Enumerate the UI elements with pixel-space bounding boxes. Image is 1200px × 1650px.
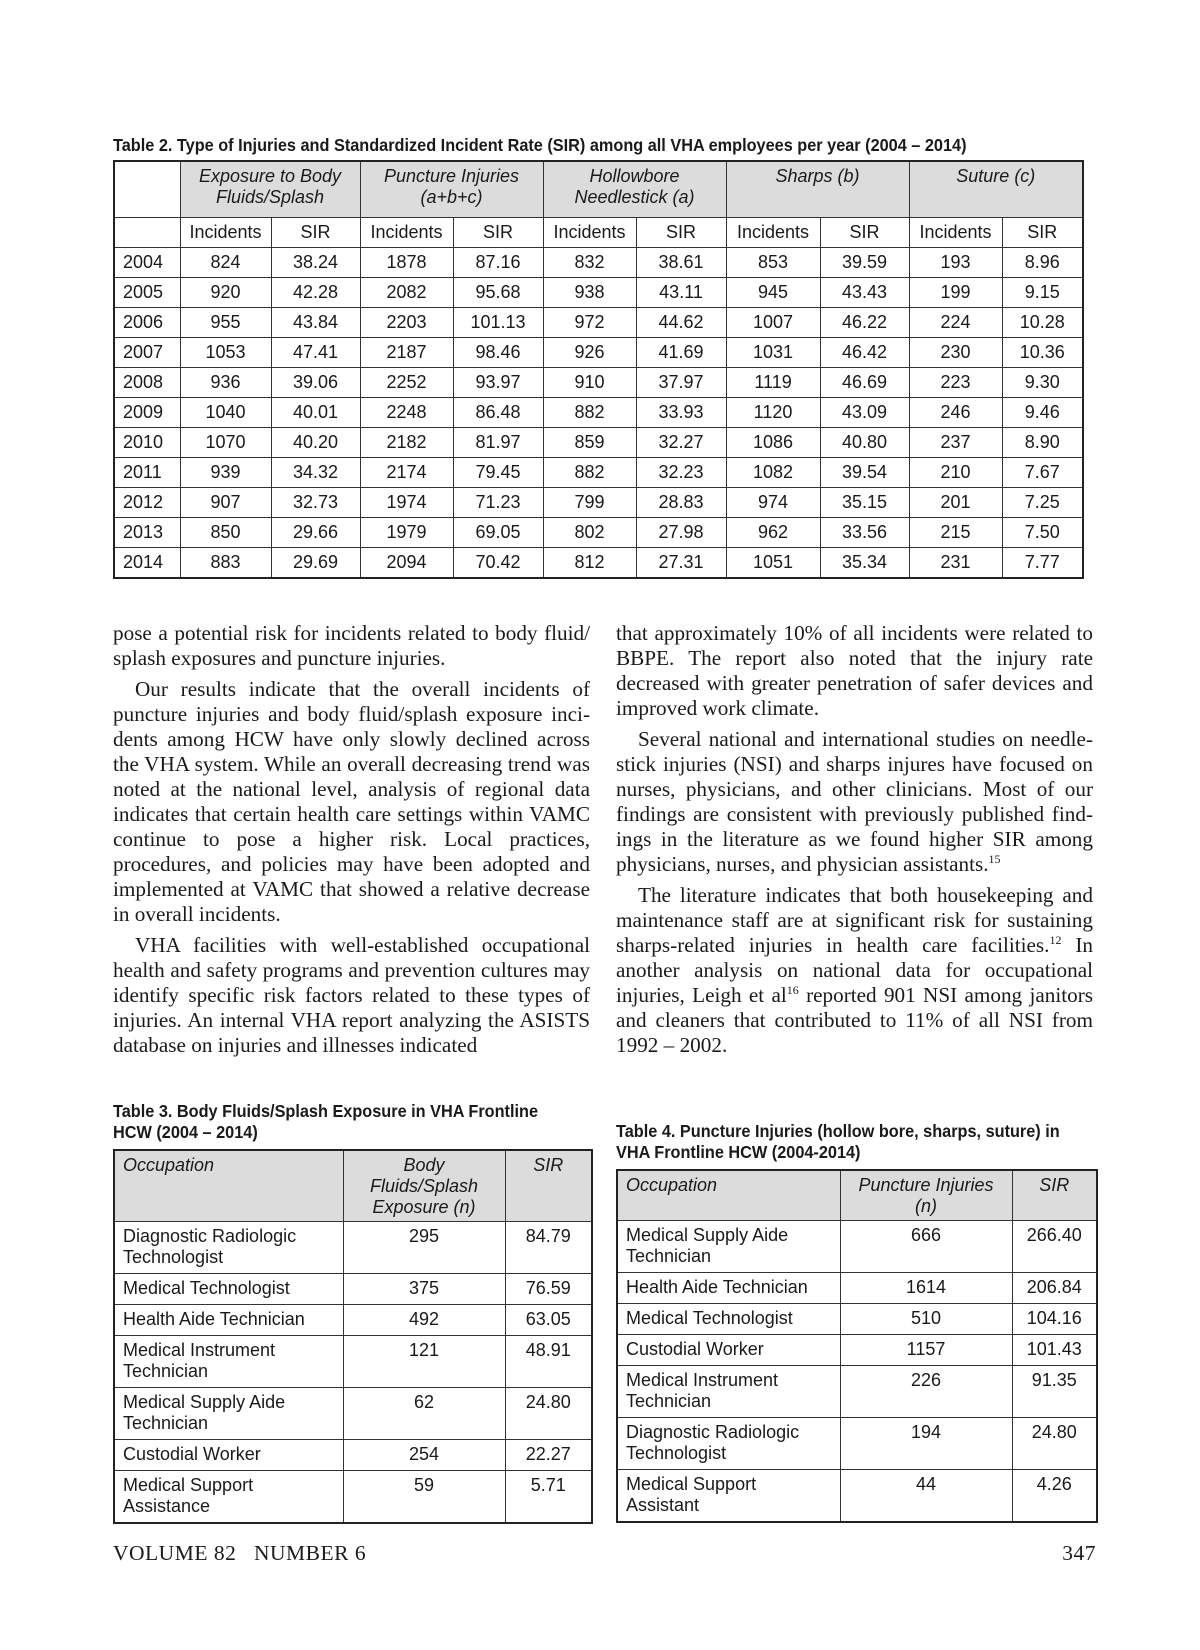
table2-subheader: SIR — [453, 218, 543, 248]
table-cell: 33.56 — [820, 518, 909, 548]
occupation-cell: Medical Instrument Technician — [617, 1366, 840, 1418]
table-cell: 10.28 — [1002, 308, 1083, 338]
occupation-cell: Medical Instrument Technician — [114, 1336, 343, 1388]
table-row — [617, 1221, 1097, 1273]
occupation-cell: Medical Support Assistant — [617, 1470, 840, 1523]
table-cell: 972 — [543, 308, 636, 338]
paragraph-text: reported 901 NSI among janitors and cleaners that contributed to 11% of all NSI from 1992 – 2002. — [616, 983, 1093, 1057]
table-cell: 33.93 — [636, 398, 726, 428]
table2-corner-cell — [114, 161, 180, 218]
table-cell: 46.69 — [820, 368, 909, 398]
paragraph: pose a potential risk for incidents related to body fluid/ splash exposures and puncture injuries. — [113, 621, 590, 670]
table-cell: 24.80 — [505, 1388, 592, 1440]
table-cell: 206.84 — [1012, 1273, 1097, 1304]
occupation-cell: Medical Supply Aide Technician — [114, 1388, 343, 1440]
table3-header: Occupation — [114, 1150, 343, 1222]
table-cell: 22.27 — [505, 1440, 592, 1471]
table-cell: 86.48 — [453, 398, 543, 428]
table-row — [114, 248, 1083, 278]
table-cell: 4.26 — [1012, 1470, 1097, 1523]
table2-subheader: Incidents — [909, 218, 1002, 248]
occupation-cell: Diagnostic Radiologic Technologist — [617, 1418, 840, 1470]
table-cell: 40.80 — [820, 428, 909, 458]
table-row — [114, 1471, 592, 1524]
paragraph: VHA facilities with well-established occupational health and safety programs and prevention cultures may identify specific risk factors related to these types of injuries. An internal VHA report analyzing the ASISTS database on injuries and illnesses indicated — [113, 933, 590, 1057]
table-cell: 945 — [726, 278, 820, 308]
table2-group-header: Suture (c) — [909, 161, 1083, 218]
table-cell: 27.31 — [636, 548, 726, 579]
table-cell: 210 — [909, 458, 1002, 488]
citation-ref: 16 — [786, 983, 799, 997]
table-cell: 199 — [909, 278, 1002, 308]
table4-caption: Table 4. Puncture Injuries (hollow bore, sharps, suture) in VHA Frontline HCW (2004-2014) — [616, 1121, 1060, 1162]
table4 — [616, 1169, 1098, 1523]
table-cell: 1614 — [840, 1273, 1012, 1304]
table-row — [114, 1274, 592, 1305]
occupation-cell: Custodial Worker — [114, 1440, 343, 1471]
table-cell: 87.16 — [453, 248, 543, 278]
table-cell: 962 — [726, 518, 820, 548]
table-row — [114, 1336, 592, 1388]
table-cell: 7.50 — [1002, 518, 1083, 548]
table-cell: 2174 — [360, 458, 453, 488]
table-cell: 802 — [543, 518, 636, 548]
table-cell: 37.97 — [636, 368, 726, 398]
table-cell: 63.05 — [505, 1305, 592, 1336]
paragraph — [616, 727, 1093, 877]
table-cell: 95.68 — [453, 278, 543, 308]
table-cell: 859 — [543, 428, 636, 458]
table-cell: 39.06 — [271, 368, 360, 398]
table3-header: Body Fluids/Splash Exposure (n) — [343, 1150, 505, 1222]
table-cell: 71.23 — [453, 488, 543, 518]
table-cell: 39.59 — [820, 248, 909, 278]
table-cell: 34.32 — [271, 458, 360, 488]
table-cell: 9.15 — [1002, 278, 1083, 308]
table-row — [114, 488, 1083, 518]
year-cell: 2004 — [114, 248, 180, 278]
table2-subheader: SIR — [636, 218, 726, 248]
table-cell: 237 — [909, 428, 1002, 458]
table-cell: 40.01 — [271, 398, 360, 428]
table-row — [114, 278, 1083, 308]
table4-header: Occupation — [617, 1170, 840, 1221]
table-cell: 70.42 — [453, 548, 543, 579]
paragraph-text: In another analysis on national data for occupational injuries, Leigh et al — [616, 933, 1094, 1007]
paragraph-text: Several national and international studies on needlestick injuries (NSI) and sharps injures have focused on nurses, physicians, and other clinicians. Most of our findings are consistent with previously published findings in the literature as we found higher SIR among physicians, nurses, and physician assistants. — [616, 727, 1093, 876]
table-cell: 295 — [343, 1222, 505, 1274]
table-cell: 853 — [726, 248, 820, 278]
table2-subheader: Incidents — [360, 218, 453, 248]
table-cell: 1878 — [360, 248, 453, 278]
table-cell: 832 — [543, 248, 636, 278]
table4-header: SIR — [1012, 1170, 1097, 1221]
table2-group-header: Sharps (b) — [726, 161, 909, 218]
table4-header: Puncture Injuries (n) — [840, 1170, 1012, 1221]
table-cell: 62 — [343, 1388, 505, 1440]
table-cell: 101.43 — [1012, 1335, 1097, 1366]
table-cell: 1040 — [180, 398, 271, 428]
right-text-column — [616, 621, 1093, 1058]
table-cell: 2203 — [360, 308, 453, 338]
table-cell: 492 — [343, 1305, 505, 1336]
table-cell: 41.69 — [636, 338, 726, 368]
table-cell: 10.36 — [1002, 338, 1083, 368]
occupation-cell: Medical Support Assistance — [114, 1471, 343, 1524]
year-cell: 2013 — [114, 518, 180, 548]
table-cell: 231 — [909, 548, 1002, 579]
table-cell: 98.46 — [453, 338, 543, 368]
table-cell: 46.22 — [820, 308, 909, 338]
table-cell: 812 — [543, 548, 636, 579]
occupation-cell: Medical Technologist — [114, 1274, 343, 1305]
table-cell: 824 — [180, 248, 271, 278]
occupation-cell: Medical Technologist — [617, 1304, 840, 1335]
table-cell: 254 — [343, 1440, 505, 1471]
table-cell: 920 — [180, 278, 271, 308]
table-cell: 223 — [909, 368, 1002, 398]
table-row — [114, 398, 1083, 428]
table-row — [114, 1388, 592, 1440]
table-row — [114, 458, 1083, 488]
table-row — [617, 1366, 1097, 1418]
table-cell: 79.45 — [453, 458, 543, 488]
table2-group-header-row — [114, 161, 1083, 218]
table-cell: 226 — [840, 1366, 1012, 1418]
table-cell: 40.20 — [271, 428, 360, 458]
table-cell: 224 — [909, 308, 1002, 338]
table-cell: 5.71 — [505, 1471, 592, 1524]
table-cell: 955 — [180, 308, 271, 338]
year-cell: 2006 — [114, 308, 180, 338]
table-cell: 101.13 — [453, 308, 543, 338]
table-cell: 194 — [840, 1418, 1012, 1470]
table-cell: 936 — [180, 368, 271, 398]
table-cell: 7.67 — [1002, 458, 1083, 488]
table-cell: 28.83 — [636, 488, 726, 518]
table-cell: 7.25 — [1002, 488, 1083, 518]
year-cell: 2010 — [114, 428, 180, 458]
table-cell: 44.62 — [636, 308, 726, 338]
paragraph: that approximately 10% of all incidents were related to BBPE. The report also noted that the injury rate decreased with greater penetration of safer devices and improved work climate. — [616, 621, 1093, 720]
table3 — [113, 1149, 593, 1524]
table-cell: 9.46 — [1002, 398, 1083, 428]
citation-ref: 12 — [1049, 933, 1062, 947]
paragraph — [616, 883, 1093, 1058]
table-cell: 59 — [343, 1471, 505, 1524]
table-row — [114, 518, 1083, 548]
table-cell: 230 — [909, 338, 1002, 368]
table-cell: 81.97 — [453, 428, 543, 458]
table-cell: 1031 — [726, 338, 820, 368]
occupation-cell: Health Aide Technician — [617, 1273, 840, 1304]
table-cell: 510 — [840, 1304, 1012, 1335]
table-cell: 84.79 — [505, 1222, 592, 1274]
citation-ref: 15 — [988, 852, 1001, 866]
table-cell: 2187 — [360, 338, 453, 368]
table-row — [617, 1304, 1097, 1335]
year-cell: 2005 — [114, 278, 180, 308]
table-cell: 375 — [343, 1274, 505, 1305]
table-cell: 9.30 — [1002, 368, 1083, 398]
table2-subheader-row — [114, 218, 1083, 248]
table2-subheader: SIR — [271, 218, 360, 248]
table-cell: 29.69 — [271, 548, 360, 579]
table2-subheader: Incidents — [726, 218, 820, 248]
table-cell: 2094 — [360, 548, 453, 579]
table-cell: 1051 — [726, 548, 820, 579]
table-cell: 2252 — [360, 368, 453, 398]
table-cell: 44 — [840, 1470, 1012, 1523]
table-row — [617, 1335, 1097, 1366]
table2-subheader: Incidents — [543, 218, 636, 248]
table-cell: 201 — [909, 488, 1002, 518]
table2-year-subheader — [114, 218, 180, 248]
left-text-column — [113, 621, 590, 1058]
table3-header: SIR — [505, 1150, 592, 1222]
table-cell: 666 — [840, 1221, 1012, 1273]
table-cell: 35.15 — [820, 488, 909, 518]
table-row — [114, 338, 1083, 368]
table-cell: 38.24 — [271, 248, 360, 278]
table2-group-header: Hollowbore Needlestick (a) — [543, 161, 726, 218]
table-cell: 69.05 — [453, 518, 543, 548]
table-cell: 76.59 — [505, 1274, 592, 1305]
table-cell: 32.23 — [636, 458, 726, 488]
year-cell: 2008 — [114, 368, 180, 398]
table-cell: 907 — [180, 488, 271, 518]
table-cell: 939 — [180, 458, 271, 488]
table-cell: 43.11 — [636, 278, 726, 308]
table-cell: 7.77 — [1002, 548, 1083, 579]
table-cell: 2082 — [360, 278, 453, 308]
table-cell: 926 — [543, 338, 636, 368]
table-cell: 48.91 — [505, 1336, 592, 1388]
occupation-cell: Custodial Worker — [617, 1335, 840, 1366]
table-cell: 43.43 — [820, 278, 909, 308]
paragraph: Our results indicate that the overall incidents of puncture injuries and body fluid/splash exposure incidents among HCW have only slowly declined across the VHA system. While an overall decreasing trend was noted at the national level, analysis of regional data indicates that certain health care settings within VAMC continue to pose a higher risk. Local practices, procedures, and policies may have been adopted and implemented at VAMC that showed a relative decrease in overall incidents. — [113, 677, 590, 926]
table-cell: 1082 — [726, 458, 820, 488]
table-row — [114, 428, 1083, 458]
table-row — [617, 1418, 1097, 1470]
table-row — [114, 308, 1083, 338]
table-row — [617, 1470, 1097, 1523]
table-cell: 193 — [909, 248, 1002, 278]
table-cell: 974 — [726, 488, 820, 518]
table-cell: 24.80 — [1012, 1418, 1097, 1470]
table-cell: 43.84 — [271, 308, 360, 338]
table-cell: 1119 — [726, 368, 820, 398]
year-cell: 2012 — [114, 488, 180, 518]
year-cell: 2011 — [114, 458, 180, 488]
table-row — [114, 1305, 592, 1336]
table2-group-header: Exposure to Body Fluids/Splash — [180, 161, 360, 218]
table-cell: 1157 — [840, 1335, 1012, 1366]
table2 — [113, 160, 1084, 579]
table-cell: 46.42 — [820, 338, 909, 368]
table-cell: 2182 — [360, 428, 453, 458]
table3-caption: Table 3. Body Fluids/Splash Exposure in VHA Frontline HCW (2004 – 2014) — [113, 1101, 539, 1142]
table-cell: 104.16 — [1012, 1304, 1097, 1335]
occupation-cell: Health Aide Technician — [114, 1305, 343, 1336]
page-number: 347 — [1062, 1541, 1096, 1565]
table-cell: 1053 — [180, 338, 271, 368]
table-cell: 850 — [180, 518, 271, 548]
table-cell: 43.09 — [820, 398, 909, 428]
year-cell: 2007 — [114, 338, 180, 368]
table2-subheader: Incidents — [180, 218, 271, 248]
table-cell: 39.54 — [820, 458, 909, 488]
footer-volume: VOLUME 82 NUMBER 6 — [113, 1541, 367, 1565]
table3-header-row — [114, 1150, 592, 1222]
table-cell: 93.97 — [453, 368, 543, 398]
table-cell: 1086 — [726, 428, 820, 458]
table-cell: 32.73 — [271, 488, 360, 518]
table-row — [617, 1273, 1097, 1304]
table-cell: 2248 — [360, 398, 453, 428]
table-row — [114, 1440, 592, 1471]
table-cell: 1979 — [360, 518, 453, 548]
table-cell: 1070 — [180, 428, 271, 458]
table-cell: 882 — [543, 398, 636, 428]
table-row — [114, 548, 1083, 579]
table4-header-row — [617, 1170, 1097, 1221]
table-cell: 47.41 — [271, 338, 360, 368]
paragraph-text: The literature indicates that both housekeeping and maintenance staff are at significant risk for sustaining sharps-related injuries in health care facilities. — [616, 883, 1093, 957]
table-cell: 938 — [543, 278, 636, 308]
table-cell: 910 — [543, 368, 636, 398]
occupation-cell: Medical Supply Aide Technician — [617, 1221, 840, 1273]
table-cell: 215 — [909, 518, 1002, 548]
year-cell: 2014 — [114, 548, 180, 579]
table-cell: 799 — [543, 488, 636, 518]
table-cell: 1120 — [726, 398, 820, 428]
table-row — [114, 368, 1083, 398]
table-cell: 35.34 — [820, 548, 909, 579]
table-row — [114, 1222, 592, 1274]
table-cell: 8.96 — [1002, 248, 1083, 278]
table-cell: 1007 — [726, 308, 820, 338]
table-cell: 29.66 — [271, 518, 360, 548]
table-cell: 121 — [343, 1336, 505, 1388]
table2-group-header: Puncture Injuries (a+b+c) — [360, 161, 543, 218]
table2-subheader: SIR — [820, 218, 909, 248]
table-cell: 91.35 — [1012, 1366, 1097, 1418]
table2-caption: Table 2. Type of Injuries and Standardized Incident Rate (SIR) among all VHA employees per year (2004 – 2014) — [113, 135, 967, 155]
occupation-cell: Diagnostic Radiologic Technologist — [114, 1222, 343, 1274]
year-cell: 2009 — [114, 398, 180, 428]
table-cell: 883 — [180, 548, 271, 579]
table-cell: 42.28 — [271, 278, 360, 308]
table-cell: 1974 — [360, 488, 453, 518]
table2-subheader: SIR — [1002, 218, 1083, 248]
table-cell: 8.90 — [1002, 428, 1083, 458]
table-cell: 882 — [543, 458, 636, 488]
table-cell: 266.40 — [1012, 1221, 1097, 1273]
table-cell: 38.61 — [636, 248, 726, 278]
table-cell: 32.27 — [636, 428, 726, 458]
table-cell: 246 — [909, 398, 1002, 428]
table-cell: 27.98 — [636, 518, 726, 548]
